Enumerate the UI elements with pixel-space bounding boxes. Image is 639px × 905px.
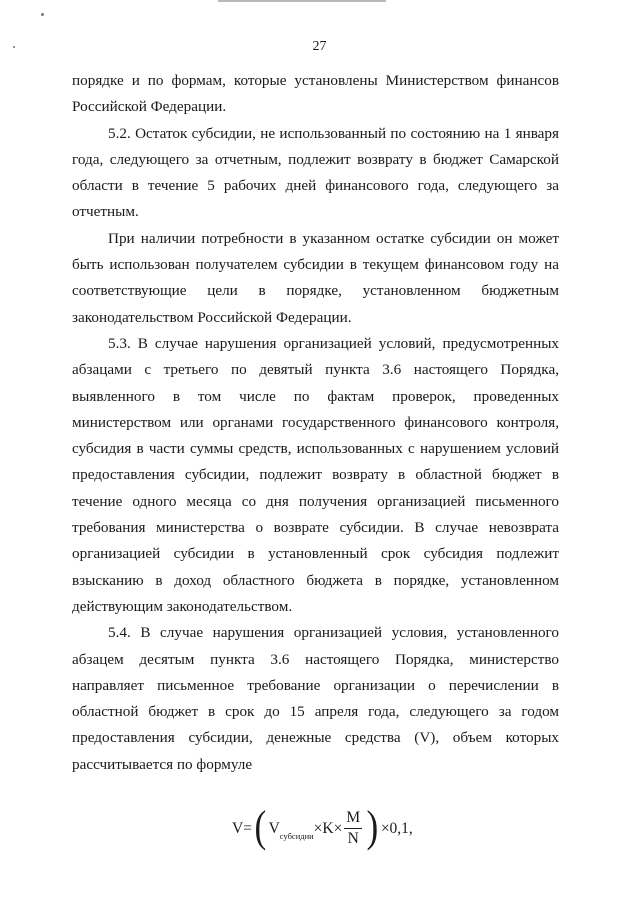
- paragraph: порядке и по формам, которые установлены Министерством финансов Российской Федерации.: [72, 72, 559, 116]
- formula-mult: ×K×: [313, 819, 343, 837]
- formula: [232, 801, 413, 851]
- formula-close-paren: ): [366, 801, 379, 851]
- formula-fraction: [344, 808, 362, 849]
- formula-numerator: M: [344, 808, 362, 829]
- top-scan-rule: [218, 0, 386, 2]
- document-body: [72, 68, 559, 778]
- formula-denominator: N: [347, 830, 359, 847]
- formula-lhs: V=: [232, 819, 252, 837]
- formula-open-paren: (: [254, 801, 267, 851]
- paragraph: 5.3. В случае нарушения организацией условий, предусмотренных абзацами с третьего по девятый пункта 3.6 настоящего Порядка, выявленного в том числе по фактам проверок, проведенных министерством или органами государственного финансового контроля, субсидия в части суммы средств, использованных с нарушением условий предоставления субсидии, подлежит возврату в областной бюджет в течение одного месяца со дня получения организацией письменного требования министерства о возврате субсидии. В случае невозврата организацией субсидии в установленный срок субсидия подлежит взысканию в доход областного бюджета в порядке, установленном действующим законодательством.: [72, 334, 559, 615]
- page-number: 27: [312, 39, 327, 54]
- paragraph: При наличии потребности в указанном остатке субсидии он может быть использован получателем субсидии в текущем финансовом году на соответствующие цели в порядке, установленном бюджетным законодательством Российской Федерации.: [72, 229, 559, 326]
- paragraph: 5.2. Остаток субсидии, не использованный по состоянию на 1 января года, следующего за отчетным, подлежит возврату в бюджет Самарской области в течение 5 рабочих дней финансового года, следующего за отчетным.: [72, 124, 559, 221]
- formula-tail: ×0,1,: [380, 819, 413, 837]
- formula-v: V: [268, 819, 280, 837]
- scan-speck: [41, 13, 44, 16]
- paragraph: 5.4. В случае нарушения организацией условия, установленного абзацем десятым пункта 3.6 настоящего Порядка, министерство направляет письменное требование организации о перечислении в областной бюджет в срок до 15 апреля года, следующего за годом предоставления субсидии, денежные средства (V), объем которых рассчитывается по формуле: [72, 624, 559, 773]
- formula-v-subscript: субсидии: [279, 830, 314, 841]
